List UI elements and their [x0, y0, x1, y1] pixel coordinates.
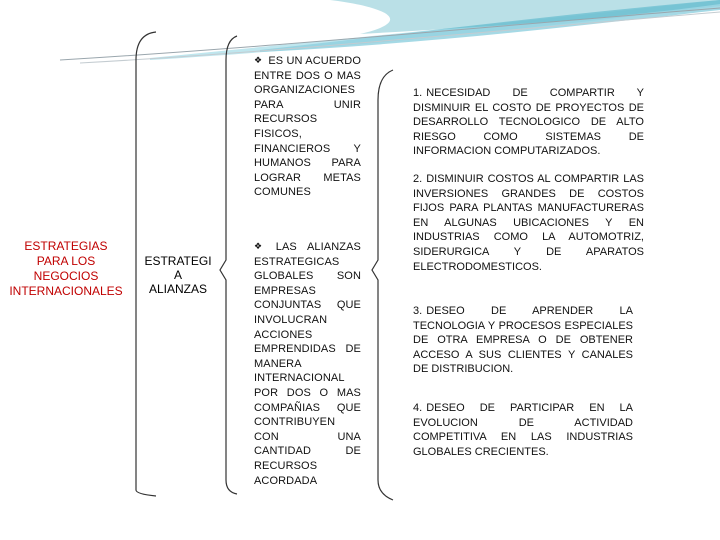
reasons-brace	[372, 70, 393, 500]
root-line: INTERNACIONALES	[9, 284, 123, 298]
reason-item-1	[413, 86, 644, 159]
reason-number: 2.	[413, 173, 423, 185]
definition-text: LAS ALIANZAS ESTRATEGICAS GLOBALES SON EMPRESAS CONJUNTAS QUE INVOLUCRAN ACCIONES EMPRENDIDAS DE MANERA INTERNACIONAL POR DOS O MAS COMPAÑIAS QUE CONTRIBUYEN CON UNA CANTIDAD DE RECURSOS ACORDADA	[254, 241, 361, 487]
root-line: PARA LOS	[36, 254, 96, 268]
definition-block-1	[254, 54, 361, 200]
branch-line: A	[173, 268, 182, 282]
branch-line: ESTRATEGI	[144, 254, 212, 268]
reason-number: 3.	[413, 305, 423, 317]
root-concept-label	[4, 239, 128, 299]
strategy-branch-label	[142, 254, 214, 296]
root-line: ESTRATEGIAS	[24, 239, 108, 253]
reasons-column	[413, 0, 644, 540]
definition-text: ES UN ACUERDO ENTRE DOS O MAS ORGANIZACIONES PARA UNIR RECURSOS FISICOS, FINANCIEROS Y HUMANOS PARA LOGRAR METAS COMUNES	[254, 55, 362, 199]
reason-number: 4.	[413, 402, 423, 414]
reason-text: DISMINUIR COSTOS AL COMPARTIR LAS INVERSIONES GRANDES DE COSTOS FIJOS PARA PLANTAS MANUFACTURERAS EN ALGUNAS UBICACIONES Y EN INDUSTRIAS COMO LA AUTOMOTRIZ, SIDERURGICA Y DE APARATOS ELECTRODOMESTICOS.	[413, 173, 644, 273]
definitions-brace	[220, 36, 237, 494]
diamond-bullet-icon: ❖	[254, 241, 270, 251]
reason-item-2	[413, 172, 644, 274]
reason-item-3	[413, 304, 633, 377]
reason-text: DESEO DE PARTICIPAR EN LA EVOLUCION DE ACTIVIDAD COMPETITIVA EN LAS INDUSTRIAS GLOBALES CRECIENTES.	[413, 402, 633, 458]
definition-block-2	[254, 240, 361, 488]
reason-text: DESEO DE APRENDER LA TECNOLOGIA Y PROCESOS ESPECIALES DE OTRA EMPRESA O DE OBTENER ACCESO A SUS CLIENTES Y CANALES DE DISTRIBUCION.	[413, 305, 633, 376]
reason-text: NECESIDAD DE COMPARTIR Y DISMINUIR EL COSTO DE PROYECTOS DE DESARROLLO TECNOLOGICO DE ALTO RIESGO COMO SISTEMAS DE INFORMACION COMPUTARIZADOS.	[413, 87, 644, 158]
diamond-bullet-icon: ❖	[254, 55, 263, 65]
root-line: NEGOCIOS	[33, 269, 99, 283]
branch-line: ALIANZAS	[148, 282, 208, 296]
reason-number: 1.	[413, 87, 423, 99]
reason-item-4	[413, 401, 633, 459]
